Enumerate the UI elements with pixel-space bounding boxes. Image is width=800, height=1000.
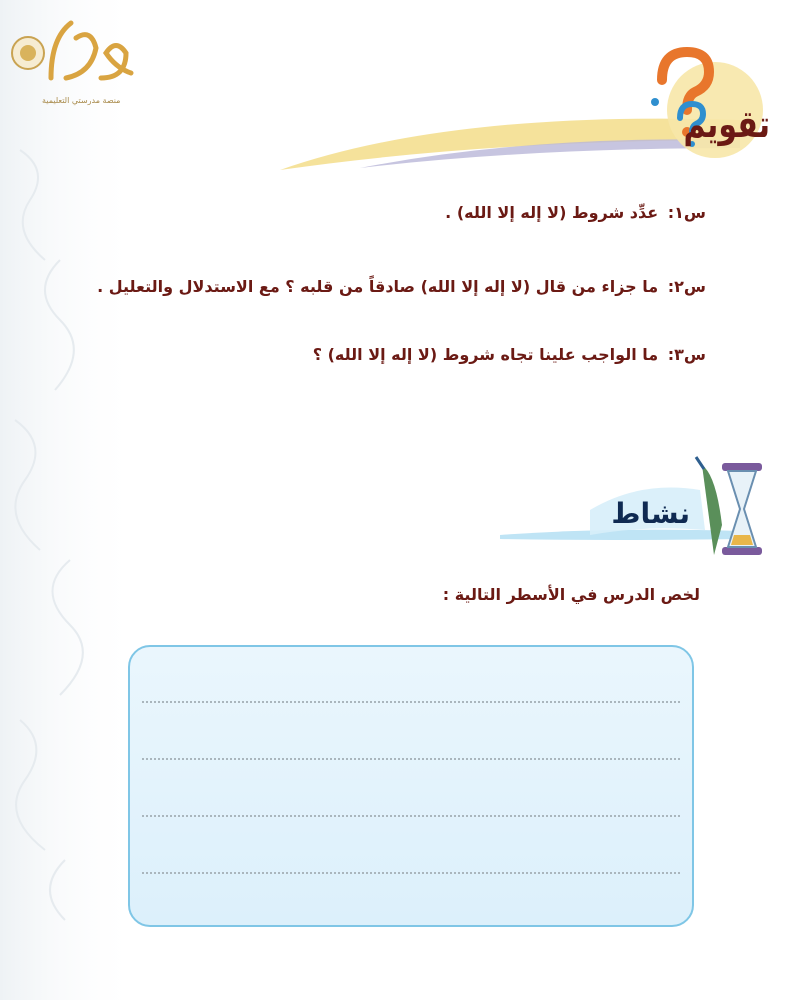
activity-title: نشاط	[611, 497, 690, 530]
question-text: ما جزاء من قال (لا إله إلا الله) صادقاً من قلبه ؟ مع الاستدلال والتعليل .	[97, 277, 659, 296]
logo-tagline: منصة مدرستي التعليمية	[42, 96, 121, 105]
writing-line[interactable]	[142, 872, 680, 874]
question-number: س١:	[667, 203, 706, 222]
answer-box[interactable]	[128, 645, 694, 927]
writing-line[interactable]	[142, 815, 680, 817]
question-number: س٣:	[667, 345, 706, 364]
activity-instruction: لخص الدرس في الأسطر التالية :	[442, 585, 700, 604]
hourglass-quill-icon	[696, 457, 762, 555]
question-1	[445, 203, 706, 222]
evaluation-title: تقويم	[683, 103, 770, 147]
question-number: س٢:	[667, 277, 706, 296]
hulul-logo	[6, 8, 156, 108]
writing-line[interactable]	[142, 701, 680, 703]
question-text: ما الواجب علينا تجاه شروط (لا إله إلا الله) ؟	[312, 345, 659, 364]
question-text: عدِّد شروط (لا إله إلا الله) .	[445, 203, 659, 222]
question-2	[97, 277, 706, 296]
question-3	[313, 345, 706, 364]
writing-line[interactable]	[142, 758, 680, 760]
logo-emblem-icon	[6, 8, 156, 98]
